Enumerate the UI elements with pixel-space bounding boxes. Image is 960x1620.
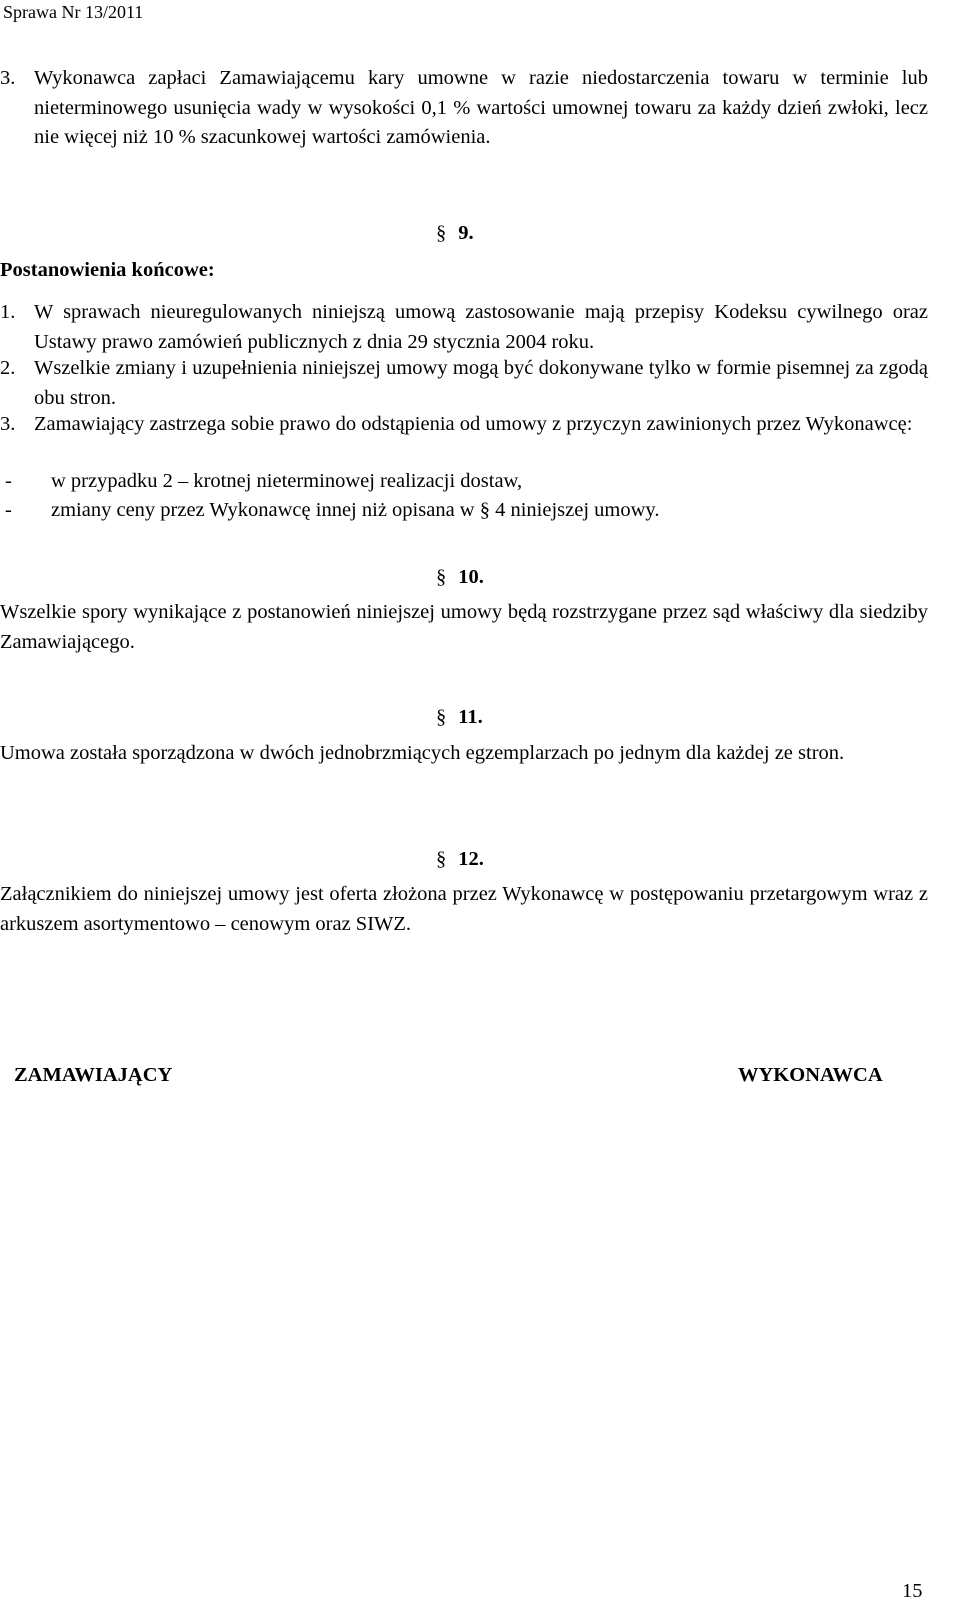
page-number: 15 (902, 1580, 923, 1602)
case-number-header: Sprawa Nr 13/2011 (3, 2, 144, 22)
disputes-clause: Wszelkie spory wynikające z postanowień niniejszej umowy będą rozstrzygane przez sąd właściwy dla siedziby Zamawiającego. (0, 601, 928, 653)
section-number: 9. (458, 222, 474, 244)
section-12-heading (436, 848, 484, 871)
section-11-heading (436, 706, 483, 729)
list-text: W sprawach nieuregulowanych niniejszą umową zastosowanie mają przepisy Kodeksu cywilnego oraz Ustawy prawo zamówień publicznych z dnia 29 stycznia 2004 roku. (34, 301, 928, 353)
section-10-heading (436, 566, 484, 589)
signature-contracting-authority: ZAMAWIAJĄCY (14, 1064, 173, 1086)
final-provision-2 (0, 354, 928, 413)
penalty-clause-number: 3. (0, 67, 16, 89)
dash-text: w przypadku 2 – krotnej nieterminowej realizacji dostaw, (51, 470, 523, 492)
penalty-clause-text: Wykonawca zapłaci Zamawiającemu kary umowne w razie niedostarczenia towaru w terminie lub nieterminowego usunięcia wady w wysokości 0,1 % wartości umownej towaru za każdy dzień zwłoki, lecz nie więcej niż 10 % szacunkowej wartości zamówienia. (34, 67, 928, 148)
penalty-clause (0, 64, 928, 153)
attachment-clause: Załącznikiem do niniejszej umowy jest oferta złożona przez Wykonawcę w postępowaniu przetargowym wraz z arkuszem asortymentowo – cenowym oraz SIWZ. (0, 883, 928, 935)
signature-contractor: WYKONAWCA (738, 1064, 883, 1086)
section-symbol: § (436, 222, 447, 244)
section-number: 11. (458, 706, 483, 728)
dash-text: zmiany ceny przez Wykonawcę innej niż opisana w § 4 niniejszej umowy. (51, 499, 660, 521)
dash: - (5, 470, 12, 492)
list-text: Zamawiający zastrzega sobie prawo do odstąpienia od umowy z przyczyn zawinionych przez Wykonawcę: (34, 413, 913, 435)
copies-clause: Umowa została sporządzona w dwóch jednobrzmiących egzemplarzach po jednym dla każdej ze stron. (0, 742, 845, 764)
list-text: Wszelkie zmiany i uzupełnienia niniejszej umowy mogą być dokonywane tylko w formie pisemnej za zgodą obu stron. (34, 357, 928, 409)
section-symbol: § (436, 848, 447, 870)
section-symbol: § (436, 706, 447, 728)
section-9-title: Postanowienia końcowe: (0, 259, 215, 281)
section-number: 10. (458, 566, 484, 588)
dash: - (5, 499, 12, 521)
withdrawal-reason-2 (5, 496, 925, 526)
final-provision-1 (0, 298, 928, 357)
final-provision-3 (0, 410, 928, 440)
withdrawal-reason-1 (5, 467, 925, 497)
list-number: 2. (0, 357, 16, 379)
section-number: 12. (458, 848, 484, 870)
section-symbol: § (436, 566, 447, 588)
section-9-heading (436, 222, 474, 245)
list-number: 3. (0, 413, 16, 435)
list-number: 1. (0, 301, 16, 323)
